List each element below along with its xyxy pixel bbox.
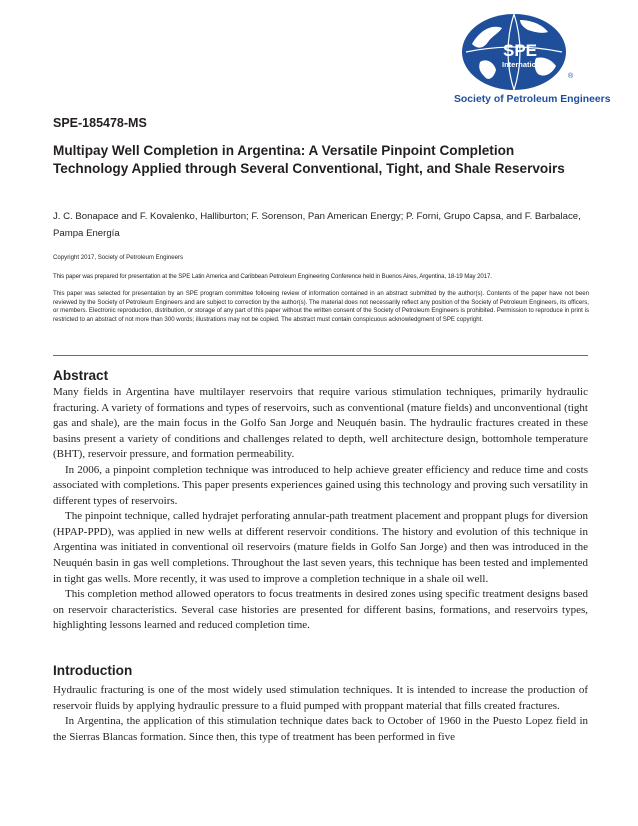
copyright-line: Copyright 2017, Society of Petroleum Engineers: [53, 254, 184, 261]
paper-title: Multipay Well Completion in Argentina: A Versatile Pinpoint Completion Technology Applied through Several Conventional, Tight, and Shale Reservoirs: [53, 143, 565, 176]
introduction-body: [53, 683, 588, 745]
legal-notice: This paper was selected for presentation by an SPE program committee following review of information contained in an abstract submitted by the author(s). Contents of the paper have not been reviewed by the Society of Petroleum Engineers and are subject to correction by the author(s). The material does not necessarily reflect any position of the Society of Petroleum Engineers, its officers, or members. Electronic reproduction, distribution, or storage of any part of this paper without the written consent of the Society of Petroleum Engineers is prohibited. Permission to reproduce in print is restricted to an abstract of not more than 300 words; illustrations may not be copied. The abstract must contain conspicuous acknowledgment of SPE copyright.: [53, 290, 589, 324]
introduction-paragraph: In Argentina, the application of this stimulation technique dates back to October of 1960 in the Puesto Lopez field in the Sierras Blancas formation. Since then, this type of treatment has been performed in five: [53, 715, 588, 743]
logo-subtitle: International: [502, 60, 548, 69]
conference-note: This paper was prepared for presentation at the SPE Latin America and Caribbean Petroleum Engineering Conference held in Buenos Aires, Argentina, 18-19 May 2017.: [53, 273, 492, 280]
society-name: Society of Petroleum Engineers: [454, 94, 611, 105]
abstract-body: [53, 385, 588, 634]
introduction-heading: Introduction: [53, 663, 133, 678]
abstract-paragraph: This completion method allowed operators to focus treatments in desired zones using specific treatment designs based on reservoir characteristics. Several case histories are presented for different basins, formations, and reservoirs types, highlighting lessons learned and reduced completion time.: [53, 588, 588, 632]
abstract-paragraph: In 2006, a pinpoint completion technique was introduced to help achieve greater efficiency and reduce time and costs associated with completions. This paper presents experiences gained using this technology and proving such versatility in different types of reservoirs.: [53, 463, 589, 507]
abstract-heading: Abstract: [53, 368, 109, 383]
globe-icon: [458, 12, 578, 92]
introduction-paragraph: Hydraulic fracturing is one of the most widely used stimulation techniques. It is intended to increase the production of reservoir fluids by applying hydraulic pressure to a fluid pumped with proppant material that fills created fractures.: [53, 684, 588, 712]
abstract-paragraph: Many fields in Argentina have multilayer reservoirs that require various stimulation techniques, primarily hydraulic fracturing. A variety of formations and types of reservoirs, such as conventional (mature fields) and unconventional (tight gas and shale), are the main focus in the Golfo San Jorge and Neuquén basin. The hydraulic fractures created in these basins present a variety of conditions and challenges related to depth, well architecture design, bottomhole temperature (BHT), reservoir pressure, and formation permeability.: [53, 386, 588, 461]
spe-logo: [454, 12, 630, 108]
section-divider: [53, 355, 588, 356]
logo-brand: SPE: [503, 41, 538, 60]
paper-id: SPE-185478-MS: [53, 116, 147, 130]
registered-mark: ®: [568, 73, 574, 80]
author-list: J. C. Bonapace and F. Kovalenko, Halliburton; F. Sorenson, Pan American Energy; P. Forni, Grupo Capsa, and F. Barbalace, Pampa Energía: [53, 211, 581, 239]
abstract-paragraph: The pinpoint technique, called hydrajet perforating annular-path treatment placement and proppant plugs for diversion (HPAP-PPD), was applied in new wells at different reservoir conditions. The history and evolution of this technique in Argentina was initiated in conventional oil reservoirs (mature fields in Golfo San Jorge) and then was introduced in the Neuquén basin in gas well completions. Throughout the last seven years, this technique has been tested and implemented in tight gas wells. More recently, it was used to improve a completion technique in a shale oil well.: [53, 510, 588, 585]
